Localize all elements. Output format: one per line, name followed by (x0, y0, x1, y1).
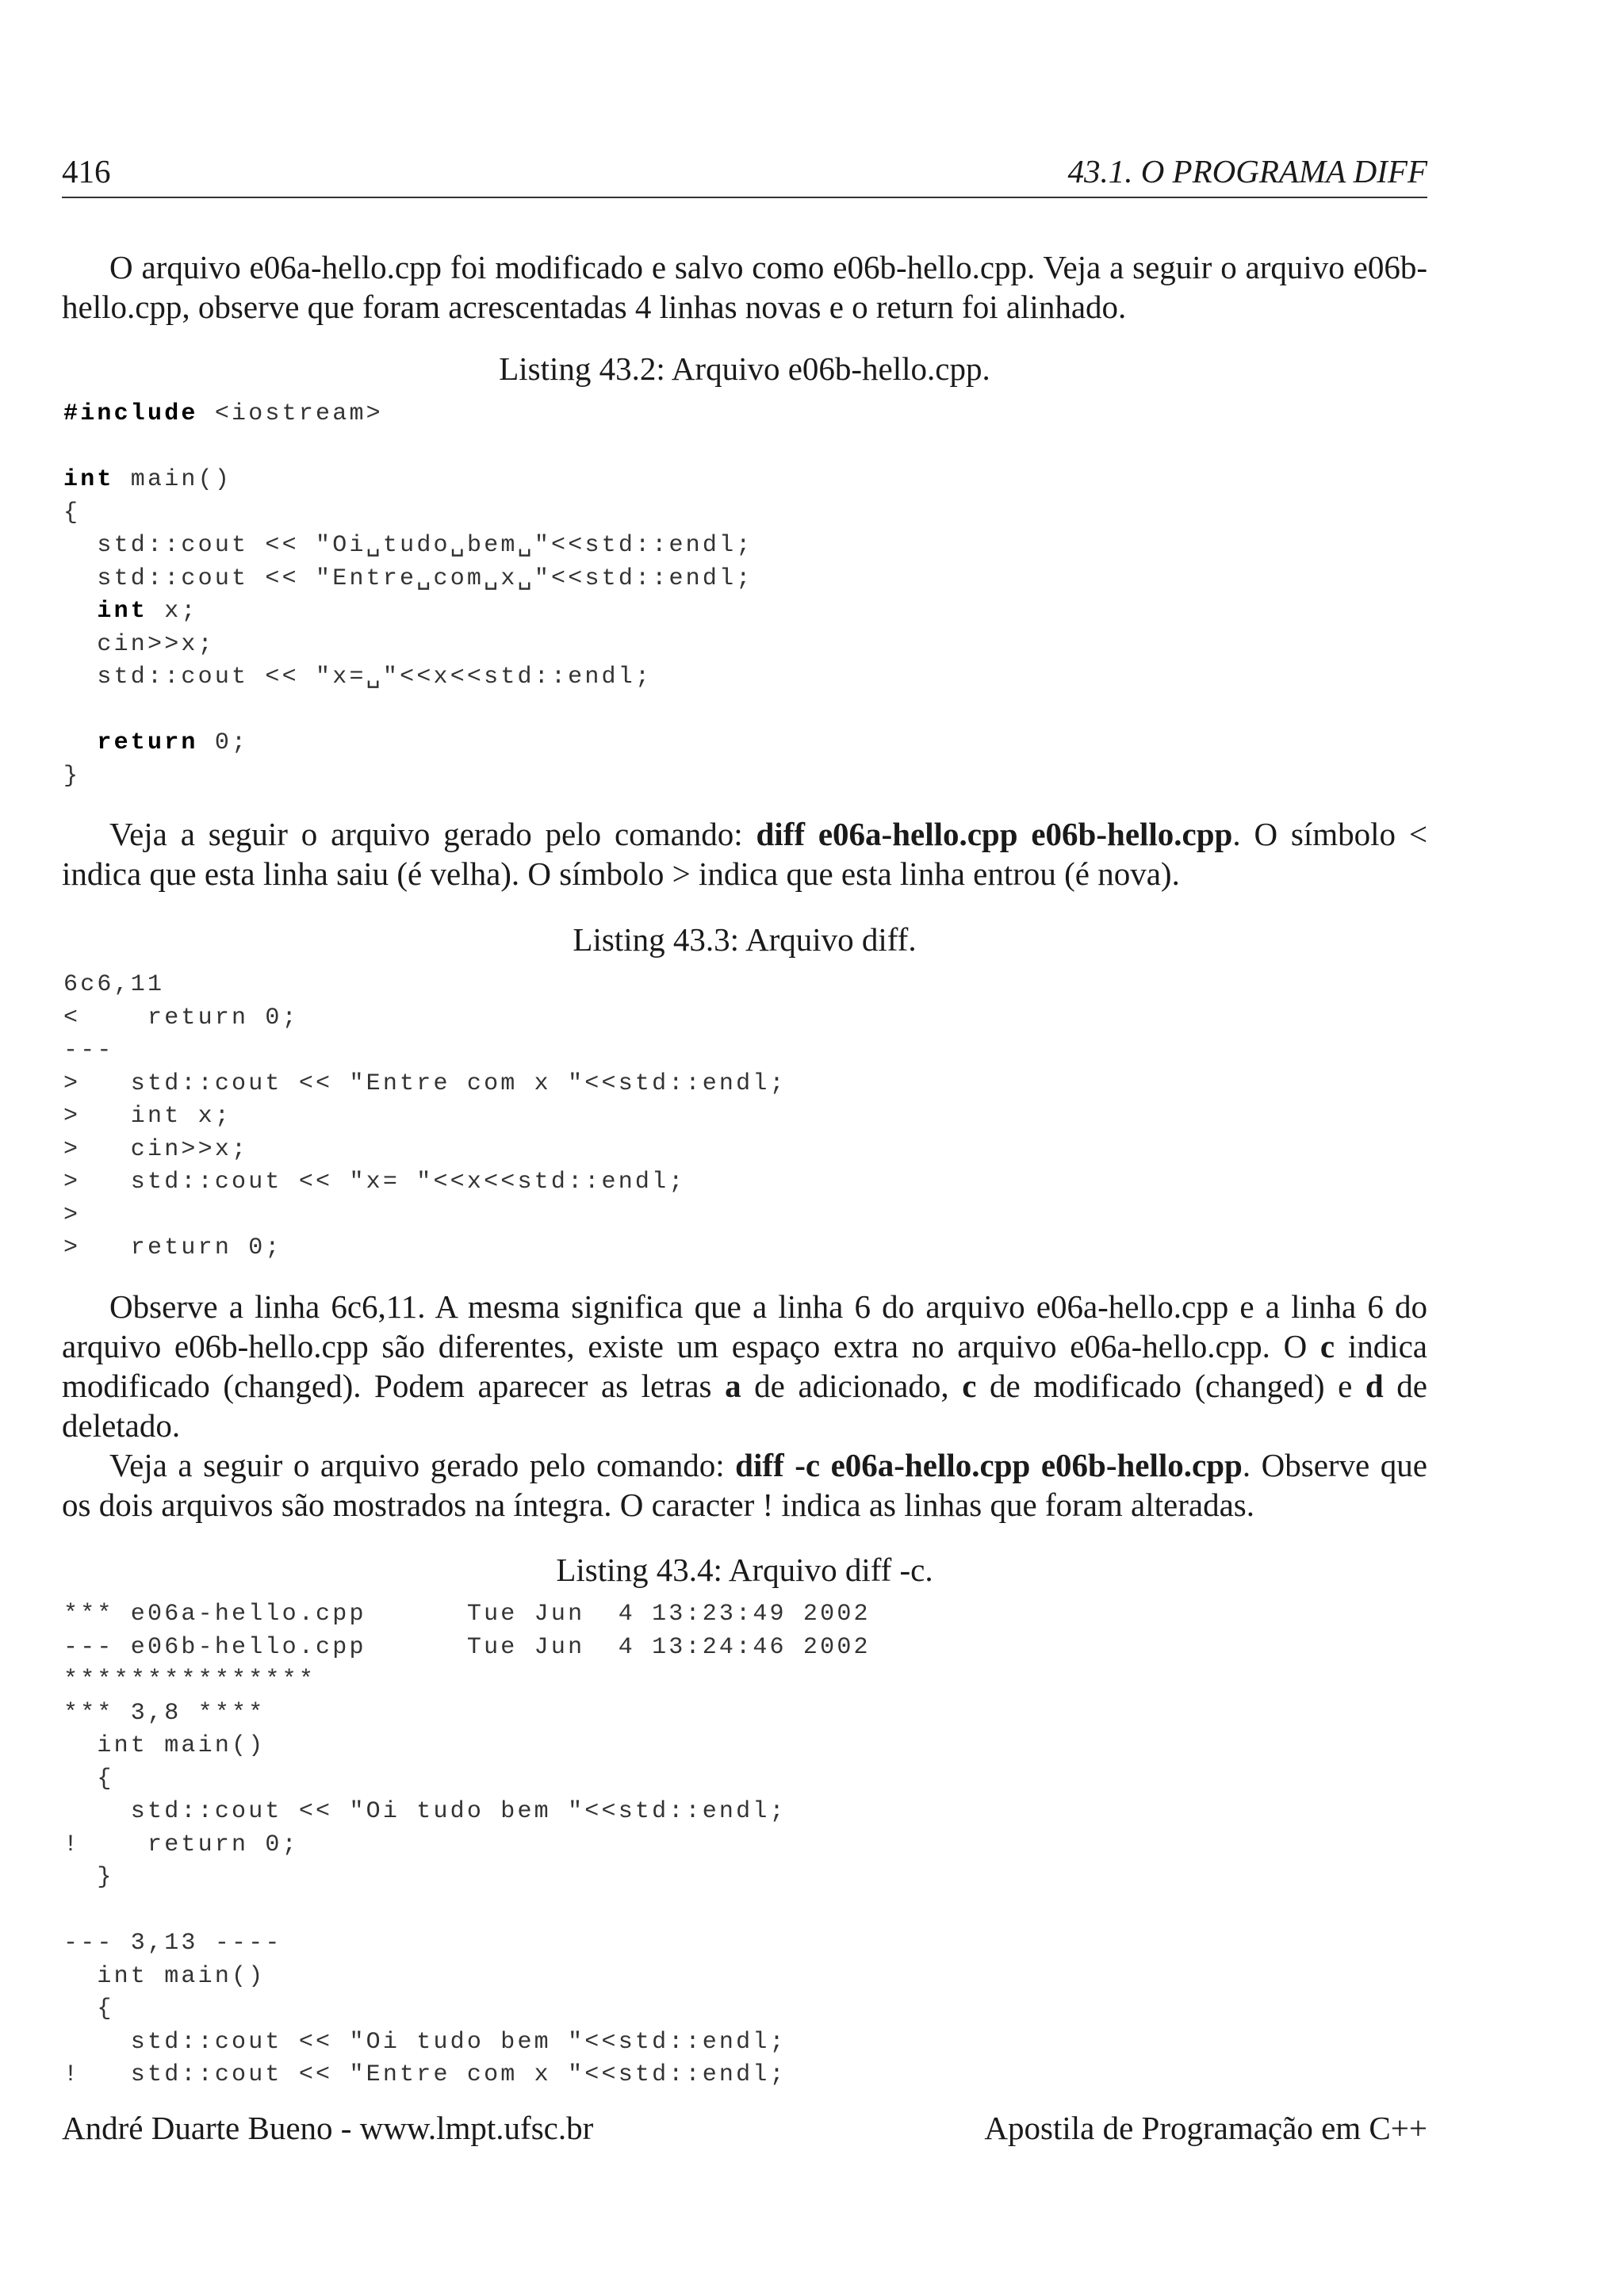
code-line (63, 727, 753, 760)
para3-s3: de adicionado, (741, 1368, 963, 1404)
code-line: *************** (63, 1667, 316, 1693)
code-keyword: int (63, 466, 114, 493)
listing-3-code (63, 969, 787, 1265)
para3-b3: c (962, 1368, 977, 1404)
code-text: std::cout << "Oi␣tudo␣bem␣"<<std::endl; (97, 532, 753, 559)
code-line (63, 695, 753, 728)
code-keyword: int (97, 598, 148, 625)
para3-s4: de modificado (changed) e (976, 1368, 1365, 1404)
code-keyword: #include (63, 400, 198, 427)
code-line: int main() (63, 1962, 266, 1990)
code-line: --- 3,13 ---- (63, 1930, 282, 1957)
code-line: ! std::cout << "Entre com x "<<std::endl; (63, 2061, 787, 2088)
para4-text-a: Veja a seguir o arquivo gerado pelo comando: (109, 1447, 736, 1483)
code-line (63, 760, 753, 794)
code-line (63, 595, 753, 629)
code-line (63, 563, 753, 596)
code-line (63, 398, 753, 431)
code-line: > cin>>x; (63, 1135, 249, 1163)
code-line (63, 661, 753, 695)
code-text: cin>>x; (97, 630, 215, 658)
intro-text: O arquivo e06a-hello.cpp foi modificado e salvo como e06b-hello.cpp. Veja a seguir o arquivo e06b-hello.cpp, observe que foram acrescentadas 4 linhas novas e o return foi alinhado. (62, 249, 1427, 325)
code-text: main() (113, 466, 232, 493)
code-line: 6c6,11 (63, 971, 165, 998)
code-text: 0; (197, 729, 249, 756)
listing-3-caption: Listing 43.3: Arquivo diff. (573, 921, 917, 958)
para3-s1: Observe a linha 6c6,11. A mesma significa que a linha 6 do arquivo e06a-hello.cpp e a linha 6 do arquivo e06b-hello.cpp são diferentes, existe um espaço extra no arquivo e06a-hello.cpp. O (62, 1288, 1427, 1364)
code-line: > (63, 1201, 81, 1229)
code-line: > std::cout << "x= "<<x<<std::endl; (63, 1169, 686, 1196)
code-line: > return 0; (63, 1234, 282, 1261)
code-line: { (63, 1765, 114, 1793)
code-line: { (63, 1996, 114, 2022)
code-line: > std::cout << "Entre com x "<<std::endl; (63, 1070, 787, 1097)
para3-s5: de deletado. (62, 1368, 1427, 1444)
listing-2-code (63, 398, 753, 793)
para2-text-a: Veja a seguir o arquivo gerado pelo comando: (109, 816, 756, 852)
listing-4-code (63, 1598, 871, 2092)
para3-s2: indica modificado (changed). Podem aparecer as letras (62, 1328, 1427, 1404)
page-number: 416 (62, 153, 111, 189)
listing-4-caption: Listing 43.4: Arquivo diff -c. (556, 1552, 933, 1588)
code-line: > int x; (63, 1103, 232, 1130)
code-line: ! return 0; (63, 1831, 299, 1858)
code-line: *** e06a-hello.cpp Tue Jun 4 13:23:49 2002 (63, 1601, 871, 1628)
paragraph-diff-explained (62, 814, 1427, 894)
code-line (63, 431, 753, 465)
code-line: *** 3,8 **** (63, 1699, 266, 1727)
code-line: --- e06b-hello.cpp Tue Jun 4 13:24:46 2002 (63, 1633, 871, 1661)
code-line: < return 0; (63, 1004, 299, 1031)
para2-command: diff e06a-hello.cpp e06b-hello.cpp (756, 816, 1233, 852)
code-line: } (63, 1864, 114, 1891)
code-line (63, 530, 753, 563)
code-text: std::cout << "Entre␣com␣x␣"<<std::endl; (97, 564, 753, 592)
code-text: <iostream> (197, 400, 383, 427)
para3-b4: d (1365, 1368, 1384, 1404)
code-line: --- (63, 1037, 114, 1064)
listing-2-caption: Listing 43.2: Arquivo e06b-hello.cpp. (499, 350, 990, 387)
para3-b1: c (1320, 1328, 1335, 1364)
para2-text-b: . O símbolo < indica que esta linha saiu (é velha). O símbolo > indica que esta linha entrou (é nova). (62, 816, 1427, 892)
code-line (63, 464, 753, 497)
code-text: std::cout << "x=␣"<<x<<std::endl; (97, 664, 653, 691)
code-text: { (63, 499, 81, 526)
footer-title: Apostila de Programação em C++ (984, 2110, 1427, 2146)
code-line (63, 1895, 871, 1928)
code-keyword: return (97, 729, 198, 756)
code-line: std::cout << "Oi tudo bem "<<std::endl; (63, 2028, 787, 2056)
paragraph-observe (62, 1287, 1427, 1525)
para4-command: diff -c e06a-hello.cpp e06b-hello.cpp (735, 1447, 1243, 1483)
code-text: x; (147, 598, 198, 625)
section-title: 43.1. O PROGRAMA DIFF (1067, 153, 1427, 189)
para3-b2: a (725, 1368, 741, 1404)
page-header (62, 151, 1427, 198)
code-line (63, 629, 753, 662)
para4-text-b: . Observe que os dois arquivos são mostrados na íntegra. O caracter ! indica as linhas que foram alteradas. (62, 1447, 1427, 1523)
code-text: } (63, 762, 81, 790)
code-line (63, 497, 753, 530)
intro-paragraph (62, 247, 1427, 327)
code-line: std::cout << "Oi tudo bem "<<std::endl; (63, 1798, 787, 1825)
code-line: int main() (63, 1732, 266, 1759)
footer-author: André Duarte Bueno - www.lmpt.ufsc.br (62, 2110, 594, 2146)
